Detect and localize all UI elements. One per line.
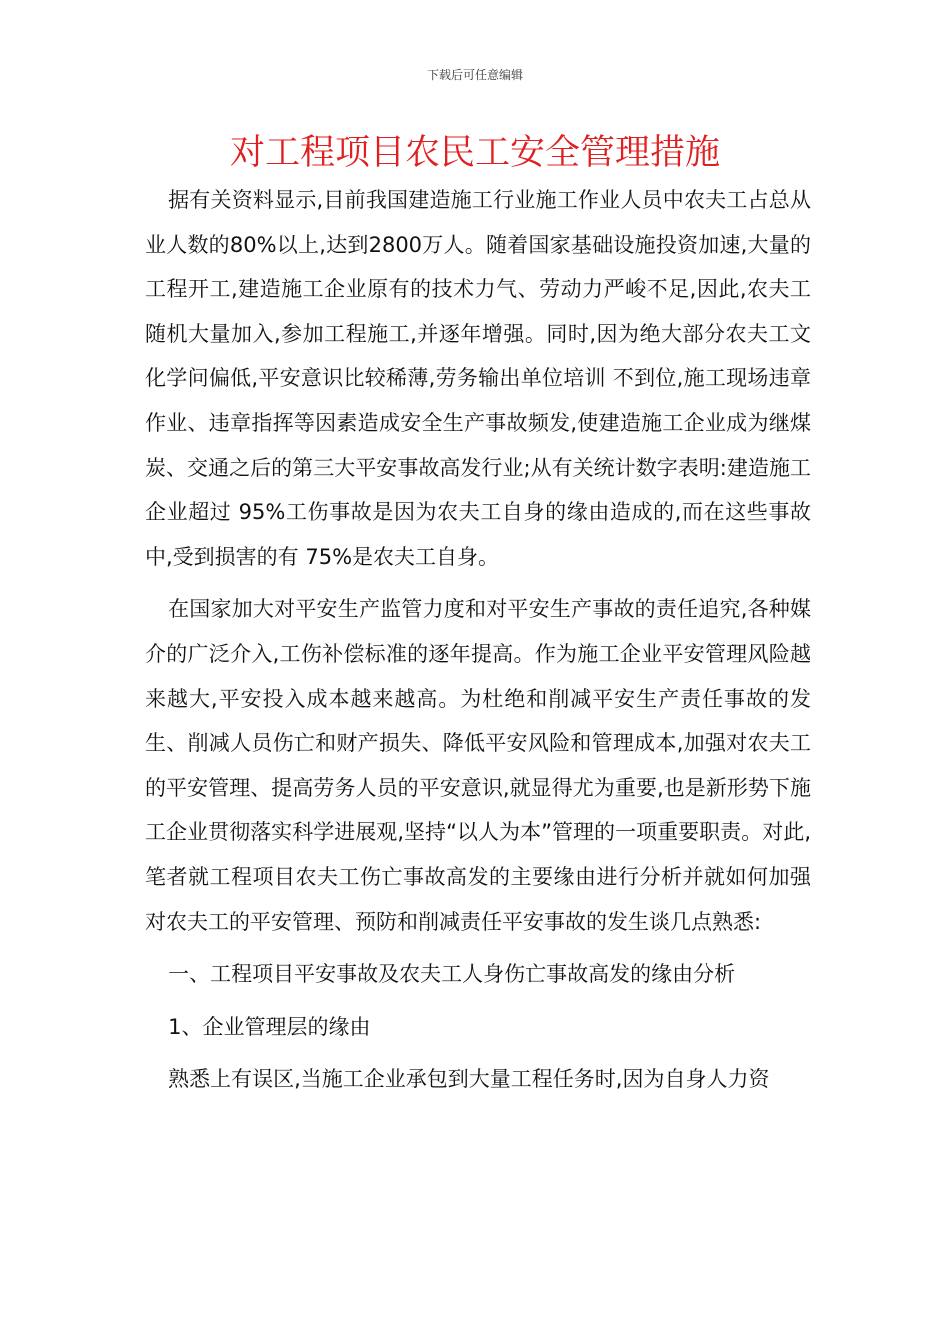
paragraph-1: 据有关资料显示,目前我国建造施工行业施工作业人员中农夫工占总从业人数的80%以上,达到2800万人。随着国家基础设施投资加速,大量的工程开工,建造施工企业原有的技术力气、劳动力严峻不足,因此,农夫工随机大量加入,参加工程施工,并逐年增强。同时,因为绝大部分农夫工文化学问偏低,平安意识比较稀薄,劳务输出单位培训 不到位,施工现场违章作业、违章指挥等因素造成安全生产事故频发,使建造施工企业成为继煤炭、交通之后的第三大平安事故高发行业;从有关统计数字表明:建造施工企业超过 95%工伤事故是因为农夫工自身的缘由造成的,而在这些事故中,受到损害的有 75%是农夫工自身。 bbox=[145, 188, 811, 569]
document-body bbox=[145, 178, 811, 1102]
section-heading: 一、工程项目平安事故及农夫工人身伤亡事故高发的缘由分析 bbox=[168, 962, 736, 987]
paragraph-3: 熟悉上有误区,当施工企业承包到大量工程任务时,因为自身人力资 bbox=[168, 1067, 770, 1092]
paragraph-2: 在国家加大对平安生产监管力度和对平安生产事故的责任追究,各种媒介的广泛介入,工伤补偿标准的逐年提高。作为施工企业平安管理风险越来越大,平安投入成本越来越高。为杜绝和削减平安生产责任事故的发生、削减人员伤亡和财产损失、降低平安风险和管理成本,加强对农夫工的平安管理、提高劳务人员的平安意识,就显得尤为重要,也是新形势下施工企业贯彻落实科学进展观,坚持“以人为本”管理的一项重要职责。对此,笔者就工程项目农夫工伤亡事故高发的主要缘由进行分析并就如何加强对农夫工的平安管理、预防和削减责任平安事故的发生谈几点熟悉: bbox=[145, 597, 811, 934]
document-title: 对工程项目农民工安全管理措施 bbox=[229, 133, 720, 173]
header-note: 下载后可任意编辑 bbox=[426, 68, 523, 82]
subsection-heading: 1、企业管理层的缘由 bbox=[168, 1014, 371, 1039]
